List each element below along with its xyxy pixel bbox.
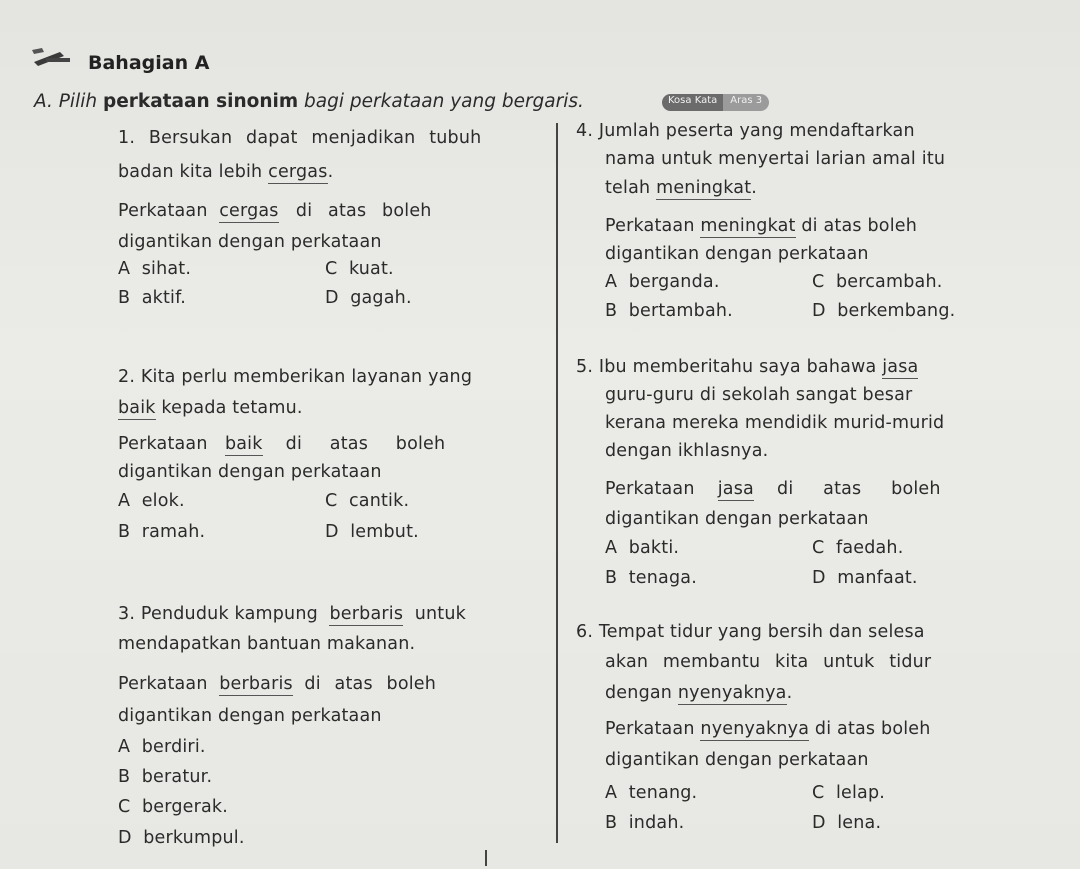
q4-line-3: telah meningkat. xyxy=(605,178,758,198)
instruction-pilih: Pilih xyxy=(58,91,98,112)
q5-line-1: 5. Ibu memberitahu saya bahawa jasa xyxy=(576,357,919,377)
instruction-bold: perkataan sinonim xyxy=(102,91,299,112)
q1-option-b[interactable]: B aktif. xyxy=(118,288,186,308)
q6-line-3: dengan nyenyaknya. xyxy=(605,683,793,703)
q4-target-word: meningkat xyxy=(656,178,752,198)
q3-line-1: 3. Penduduk kampung berbaris untuk xyxy=(118,604,466,624)
q3-instruction: Perkataan berbaris di atas boleh xyxy=(118,674,437,694)
badge-kosa-kata: Kosa Kata xyxy=(662,94,723,111)
q4-option-a[interactable]: A berganda. xyxy=(605,272,720,292)
q2-option-c[interactable]: C cantik. xyxy=(325,491,410,511)
q1-line-2: badan kita lebih cergas. xyxy=(118,162,334,182)
q2-option-a[interactable]: A elok. xyxy=(118,491,185,511)
q5-option-b[interactable]: B tenaga. xyxy=(605,568,697,588)
q6-option-c[interactable]: C lelap. xyxy=(812,783,886,803)
q5-target-word: jasa xyxy=(882,357,919,377)
q3-instruction-line-2: digantikan dengan perkataan xyxy=(118,706,382,726)
q4-option-b[interactable]: B bertambah. xyxy=(605,301,733,321)
q6-line-2: akan membantu kita untuk tidur xyxy=(605,652,932,672)
q1-instruction-line-2: digantikan dengan perkataan xyxy=(118,232,382,252)
q6-instruction: Perkataan nyenyaknya di atas boleh xyxy=(605,719,931,739)
instruction-rest: bagi perkataan yang bergaris. xyxy=(304,91,584,112)
q5-instruction-line-2: digantikan dengan perkataan xyxy=(605,509,869,529)
q2-option-d[interactable]: D lembut. xyxy=(325,522,419,542)
column-divider xyxy=(556,123,558,843)
section-title: Bahagian A xyxy=(88,52,210,74)
q1-option-a[interactable]: A sihat. xyxy=(118,259,192,279)
q5-line-4: dengan ikhlasnya. xyxy=(605,441,769,461)
instruction xyxy=(34,91,584,112)
bottom-tick-mark xyxy=(485,850,487,866)
pencil-icon xyxy=(30,44,72,66)
q5-option-c[interactable]: C faedah. xyxy=(812,538,904,558)
q3-option-b[interactable]: B beratur. xyxy=(118,767,213,787)
q2-line-1: 2. Kita perlu memberikan layanan yang xyxy=(118,367,473,387)
q4-line-1: 4. Jumlah peserta yang mendaftarkan xyxy=(576,121,915,141)
level-badge xyxy=(662,94,769,111)
q4-line-2: nama untuk menyertai larian amal itu xyxy=(605,149,946,169)
q5-option-d[interactable]: D manfaat. xyxy=(812,568,918,588)
q2-instruction: Perkataan baik di atas boleh xyxy=(118,434,446,454)
q1-line-1: 1. Bersukan dapat menjadikan tubuh xyxy=(118,128,482,148)
q1-instruction: Perkataan cergas di atas boleh xyxy=(118,201,432,221)
q3-option-c[interactable]: C bergerak. xyxy=(118,797,229,817)
q2-instruction-line-2: digantikan dengan perkataan xyxy=(118,462,382,482)
q5-instruction: Perkataan jasa di atas boleh xyxy=(605,479,941,499)
q6-target-word: nyenyaknya xyxy=(677,683,787,703)
q5-option-a[interactable]: A bakti. xyxy=(605,538,680,558)
q1-target-word: cergas xyxy=(268,162,328,182)
q6-option-a[interactable]: A tenang. xyxy=(605,783,698,803)
q4-option-c[interactable]: C bercambah. xyxy=(812,272,943,292)
badge-aras: Aras 3 xyxy=(723,94,769,111)
q4-option-d[interactable]: D berkembang. xyxy=(812,301,956,321)
q3-line-2: mendapatkan bantuan makanan. xyxy=(118,634,416,654)
q6-instruction-line-2: digantikan dengan perkataan xyxy=(605,750,869,770)
q3-option-d[interactable]: D berkumpul. xyxy=(118,828,245,848)
q3-option-a[interactable]: A berdiri. xyxy=(118,737,206,757)
q2-line-2: baik kepada tetamu. xyxy=(118,398,303,418)
instruction-number: A. xyxy=(34,91,53,112)
q1-option-c[interactable]: C kuat. xyxy=(325,259,394,279)
q4-instruction: Perkataan meningkat di atas boleh xyxy=(605,216,918,236)
q6-line-1: 6. Tempat tidur yang bersih dan selesa xyxy=(576,622,925,642)
q2-target-word: baik xyxy=(118,398,156,418)
q3-target-word: berbaris xyxy=(329,604,404,624)
q4-instruction-line-2: digantikan dengan perkataan xyxy=(605,244,869,264)
q6-option-d[interactable]: D lena. xyxy=(812,813,882,833)
q6-option-b[interactable]: B indah. xyxy=(605,813,685,833)
q2-option-b[interactable]: B ramah. xyxy=(118,522,206,542)
q1-option-d[interactable]: D gagah. xyxy=(325,288,412,308)
q5-line-2: guru-guru di sekolah sangat besar xyxy=(605,385,913,405)
q5-line-3: kerana mereka mendidik murid-murid xyxy=(605,413,945,433)
